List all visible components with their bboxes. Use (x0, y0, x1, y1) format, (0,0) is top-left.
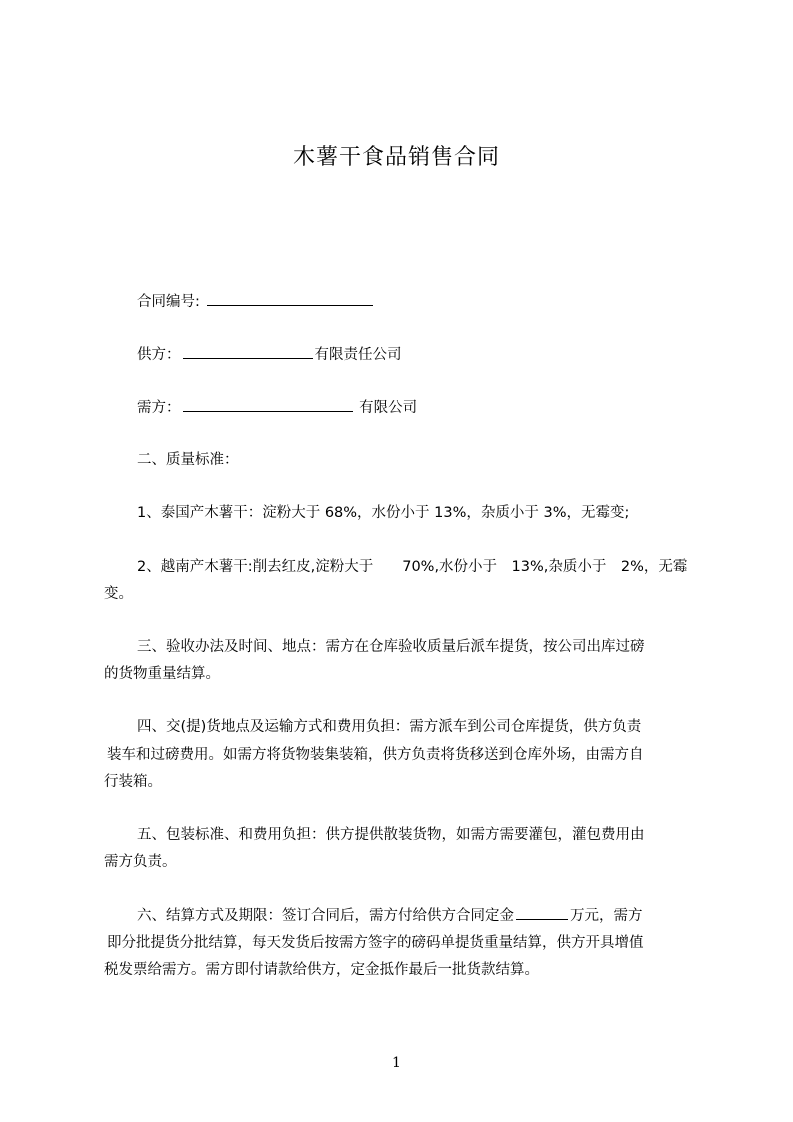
section6-line1-start: 六、结算方式及期限：签订合同后，需方付给供方合同定金 (137, 908, 514, 924)
section5-line2: 需方负责。 (104, 854, 177, 870)
page-number: 1 (392, 1055, 401, 1071)
quality-item-2-line2: 变。 (104, 586, 133, 602)
section5-line1: 五、包装标准、和费用负担：供方提供散装货物，如需方需要灌包，灌包费用由 (137, 827, 645, 843)
buyer-blank (183, 397, 353, 412)
section6-line2: 即分批提货分批结算，每天发货后按需方签字的磅码单提货重量结算，供方开具增值 (107, 935, 644, 951)
deposit-amount-blank (516, 905, 568, 920)
quality-item-1: 1、泰国产木薯干：淀粉大于 68%，水份小于 13%，杂质小于 3%，无霉变; (137, 505, 630, 521)
section6-line3: 税发票给需方。需方即付请款给供方，定金抵作最后一批货款结算。 (104, 962, 539, 978)
section6-line1-end: 万元，需方 (570, 908, 643, 924)
buyer-line (137, 397, 417, 418)
section2-heading: 二、质量标准： (137, 452, 239, 468)
document-title: 木薯干食品销售合同 (292, 145, 500, 170)
section6-line1 (137, 905, 643, 926)
contract-number-label: 合同编号: (137, 294, 200, 310)
contract-number-line (137, 291, 375, 312)
supplier-label: 供方： (137, 347, 181, 363)
section4-line2: 装车和过磅费用。如需方将货物装集装箱，供方负责将货移送到仓库外场，由需方自 (107, 747, 644, 763)
supplier-blank (183, 344, 313, 359)
buyer-suffix: 有限公司 (359, 400, 418, 416)
section4-line3: 行装箱。 (104, 774, 162, 790)
supplier-suffix: 有限责任公司 (314, 347, 402, 363)
quality-item-2-line1: 2、越南产木薯干:削去红皮,淀粉大于 70%,水份小于 13%,杂质小于 2%，无霉 (137, 559, 688, 575)
section3-line2: 的货物重量结算。 (104, 666, 220, 682)
buyer-label: 需方： (137, 400, 181, 416)
supplier-line (137, 344, 402, 365)
section3-line1: 三、验收办法及时间、地点：需方在仓库验收质量后派车提货，按公司出库过磅 (137, 639, 645, 655)
section4-line1: 四、交(提)货地点及运输方式和费用负担：需方派车到公司仓库提货，供方负责 (137, 719, 642, 735)
contract-number-blank (207, 291, 373, 306)
